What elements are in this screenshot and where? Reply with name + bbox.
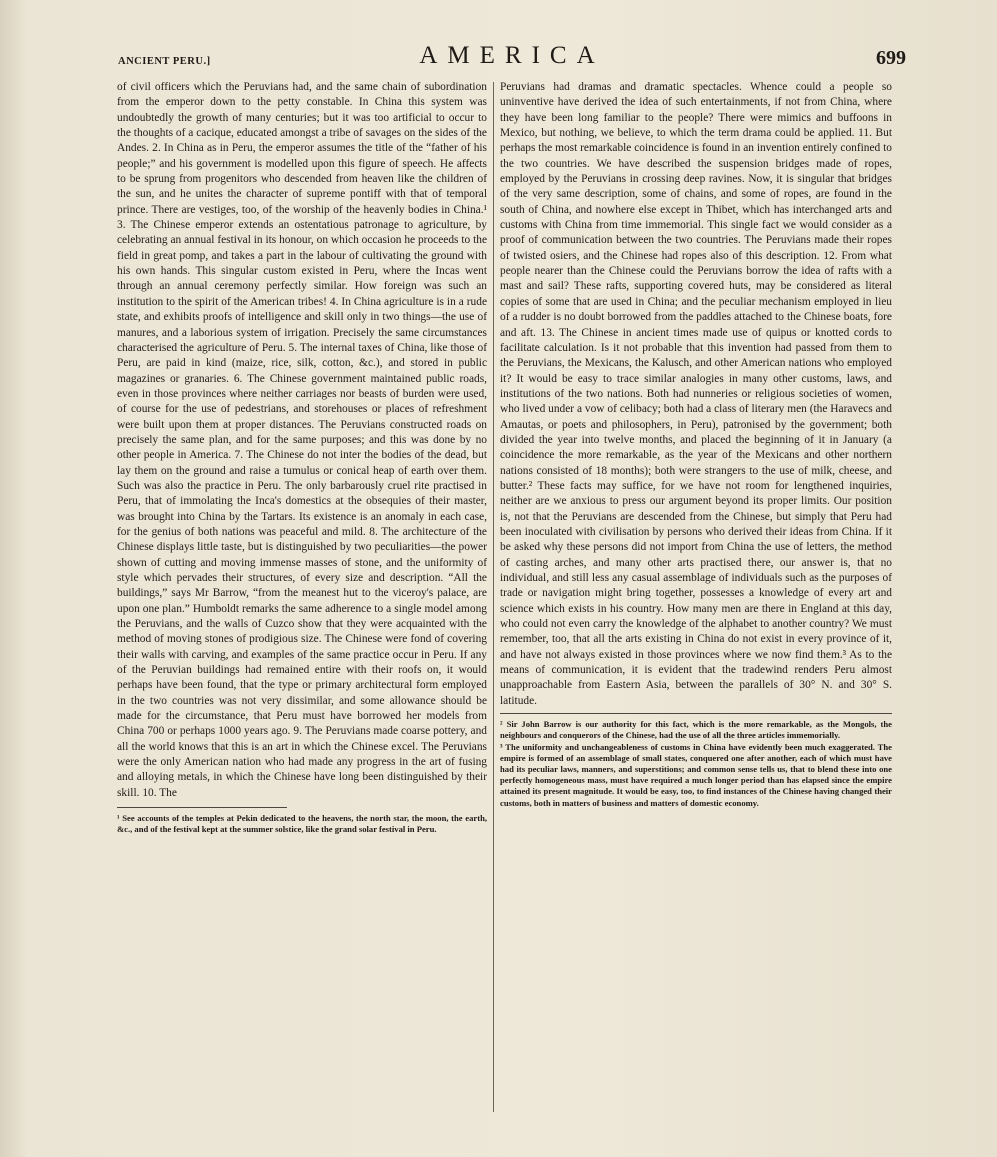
- footnote-1: ¹ See accounts of the temples at Pekin dedicated to the heavens, the north star, the moon, the earth, &c., and of the festival kept at the summer solstice, like the grand solar festival in Peru.: [117, 813, 487, 835]
- footnote-divider-right: [500, 713, 892, 714]
- page-number: 699: [876, 47, 906, 69]
- right-column-text: Peruvians had dramas and dramatic spectacles. Whence could a people so uninventive have derived the idea of such entertainments, if not from China, where they have been long familiar to the people? There were mimics and buffoons in Mexico, but nothing, we believe, to which the term drama could be applied. 11. But perhaps the most remarkable coincidence is found in an invention entirely confined to the two countries. We have described the suspension bridges made of ropes, employed by the Peruvians in crossing deep ravines. Now, it is singular that bridges of the very same description, some of chains, and some of ropes, are found in the south of China, and nowhere else except in Thibet, which has interchanged arts and customs with China from time immemorial. This single fact we would consider as a proof of communication between the two countries. The Peruvians made their ropes of twisted osiers, and the Chinese had ropes also of this description. 12. From what people nearer than the Chinese could the Peruvians borrow the idea of rafts with a mast and sail? These rafts, supporting covered huts, may be considered as literal copies of some that are used in China; and the peculiar mechanism employed in lieu of a rudder is no doubt borrowed from the paddles attached to the Chinese boats, fore and aft. 13. The Chinese in ancient times made use of quipus or knotted cords to facilitate calculation. Is it not probable that this invention had passed from them to the Peruvians, the Mexicans, the Kalusch, and other American nations who employed it? It would be easy to trace similar analogies in many other customs, laws, and institutions of the two nations. Both had nunneries or religious societies of women, who lived under a vow of celibacy; both had a class of literary men (the Haravecs and Amautas, or poets and philosophers, in Peru), patronised by the government; both divided the year into twelve months, and placed the beginning of it in January (a coincidence the more remarkable, as the year of the Mexicans and other northern nations consisted of 18 months); both were strangers to the use of milk, cheese, and butter.² These facts may suffice, for we have not room for lengthened inquiries, neither are we anxious to press our argument beyond its proper limits. Our position is, not that the Peruvians are descended from the Chinese, but simply that Peru had been inoculated with civilisation by persons who derived their ideas from China. If it be asked why these persons did not import from China the use of letters, the method of casting arches, and many other arts practised there, our answer is, that no individual, and still less any casual assemblage of individuals such as the purposes of trade or navigation might bring together, possesses a knowledge of every art and science which exists in his country. How many men are there in England at this day, who could not even carry the knowledge of the alphabet to another country? We must remember, too, that all the arts existing in China do not exist in every province of it, and have not always existed in those provinces where we now find them.³ As to the means of communication, it is evident that the tradewind renders Peru almost unapproachable from Eastern Asia, between the parallels of 30° N. and 30° S. latitude.: [500, 81, 892, 707]
- page-header: [118, 42, 906, 76]
- running-head-section: ANCIENT PERU.]: [118, 56, 211, 67]
- footnote-2: ² Sir John Barrow is our authority for this fact, which is the more remarkable, as the Mongols, the neighbours and conquerors of the Chinese, had the use of all the three articles immemorially.: [500, 719, 892, 741]
- footnote-divider: [117, 807, 287, 808]
- footnote-3: ³ The uniformity and unchangeableness of customs in China have evidently been much exaggerated. The empire is formed of an assemblage of small states, conquered one after another, each of which must have had its peculiar laws, manners, and superstitions; and common sense tells us, that to blend these into one perfectly homogeneous mass, must have required a much longer period than has elapsed since the empire attained its present magnitude. It would be easy, too, to find instances of the Chinese having changed their customs, both in matters of business and matters of domestic economy.: [500, 741, 892, 808]
- right-column: [500, 80, 892, 809]
- left-column-text: of civil officers which the Peruvians had, and the same chain of subordination from the emperor down to the petty constable. In China this system was undoubtedly the growth of many centuries; but it was too artificial to occur to the thoughts of a cacique, educated amongst a tribe of savages on the sides of the Andes. 2. In China as in Peru, the emperor assumes the title of the “father of his people;” and his government is modelled upon this figure of speech. He affects to be sprung from progenitors who descended from heaven like the children of the sun, and he unites the character of supreme pontiff with that of temporal prince. There are vestiges, too, of the worship of the heavenly bodies in China.¹ 3. The Chinese emperor extends an ostentatious patronage to agriculture, by celebrating an annual festival in its honour, on which occasion he proceeds to the field in great pomp, and takes a part in the labour of cultivating the ground with his own hands. This singular custom existed in Peru, where the Incas went through an annual ceremony perfectly similar. How foreign was such an institution to the spirit of the American tribes! 4. In China agriculture is in a rude state, and exhibits proofs of intelligence and skill only in two things—the use of manures, and a laborious system of irrigation. Precisely the same circumstances characterised the agriculture of Peru. 5. The internal taxes of China, like those of Peru, are paid in kind (maize, rice, silk, cotton, &c.), and stored in public magazines or granaries. 6. The Chinese government maintained public roads, even in those provinces where neither carriages nor beasts of burden were used, of course for the use of pedestrians, and storehouses or places of refreshment were built upon them at proper distances. The Peruvians constructed roads on precisely the same plan, and for the same purposes; and this was done by no other people in America. 7. The Chinese do not inter the bodies of the dead, but lay them on the ground and raise a tumulus or conical heap of earth over them. Such was also the practice in Peru. The only barbarously cruel rite practised in Peru, that of immolating the Inca's domestics at the obsequies of their master, was brought into China by the Tartars. Its existence is an anomaly in each case, for the genius of both nations was peaceful and mild. 8. The architecture of the Chinese displays little taste, but is distinguished by two peculiarities—the power shown of cutting and moving immense masses of stone, and the uniformity of style which pervades their structures, of every size and description. “All the buildings,” says Mr Barrow, “from the meanest hut to the viceroy's palace, are upon one plan.” Humboldt remarks the same adherence to a single model among the Peruvians, and the walls of Cuzco show that they were acquainted with the method of moving stones of prodigious size. The Chinese were fond of covering their walls with carving, and examples of the same practice occur in Peru. If any of the Peruvian buildings had remained entire with their roofs on, it would perhaps have been found, that the type or primary architectural form employed in the two countries was not very dissimilar, and some allowance should be made for the circumstance, that Peru must have borrowed her models from China 700 or perhaps 1000 years ago. 9. The Peruvians made coarse pottery, and all the world knows that this is an art in which the Chinese excel. The Peruvians were the only American nation who had made any progress in the art of fusing and alloying metals, in which the Chinese have long been distinguished by their skill. 10. The: [117, 81, 487, 799]
- running-head-title: AMERICA: [419, 42, 605, 69]
- column-divider: [493, 82, 494, 1112]
- left-column: [117, 80, 487, 836]
